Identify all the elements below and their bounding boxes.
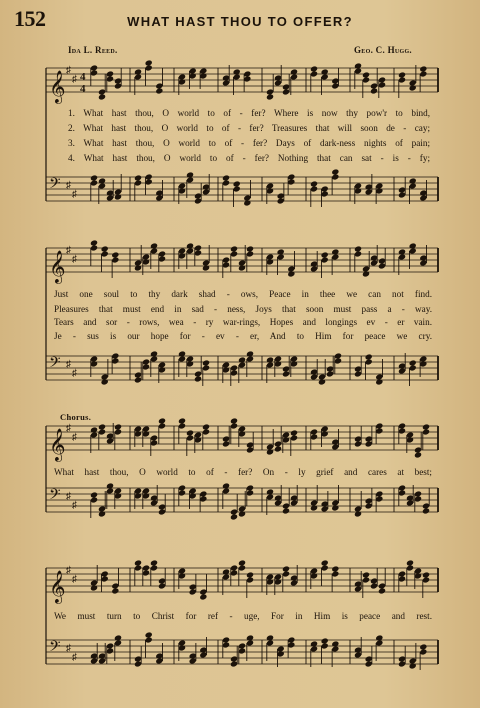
note-head [114, 193, 122, 200]
note-head [238, 264, 246, 271]
note-head [331, 168, 339, 175]
note-head [194, 375, 202, 382]
note-head [101, 245, 109, 252]
note-head [98, 510, 106, 517]
note-head [310, 640, 318, 647]
lyric-line: 2. What hast thou, O world to of - fer? Treasures that will soon de - cay; [68, 123, 430, 133]
treble-clef-icon: 𝄞 [49, 70, 66, 103]
note-head [321, 68, 329, 75]
treble-clef-icon: 𝄞 [49, 428, 66, 461]
note-head [266, 448, 274, 455]
note-head [362, 270, 370, 277]
note-head [378, 587, 386, 594]
note-head [409, 662, 417, 669]
sharp-icon: ♯ [66, 643, 71, 654]
note-head [266, 488, 274, 495]
note-head [321, 251, 329, 258]
time-signature: 4 [80, 83, 86, 95]
note-head [150, 559, 158, 566]
note-head [98, 93, 106, 100]
sharp-icon: ♯ [72, 74, 77, 85]
lyric-line: Je - sus is our hope for - ev - er, And to Him for peace we cry. [54, 331, 432, 341]
lyric-line: What hast thou, O world to of - fer? On - ly grief and cares at best; [54, 467, 432, 477]
note-head [354, 510, 362, 517]
sharp-icon: ♯ [66, 423, 71, 434]
note-head [246, 245, 254, 252]
lyricist-credit: Ida L. Reed. [68, 45, 118, 55]
treble-clef-icon: 𝄞 [49, 250, 66, 283]
sharp-icon: ♯ [72, 432, 77, 443]
note-head [274, 445, 282, 452]
note-head [422, 571, 430, 578]
note-head [230, 513, 238, 520]
bass-clef-icon: 𝄢 [49, 175, 61, 196]
page-number: 152 [14, 6, 46, 31]
sharp-icon: ♯ [72, 574, 77, 585]
note-head [202, 359, 210, 366]
bass-clef-icon: 𝄢 [49, 486, 61, 507]
note-head [310, 504, 318, 511]
note-head [266, 93, 274, 100]
sharp-icon: ♯ [72, 254, 77, 265]
note-head [331, 565, 339, 572]
note-head [111, 251, 119, 258]
composer-credit: Geo. C. Hugg. [354, 45, 412, 55]
note-head [134, 68, 142, 75]
note-head [238, 510, 246, 517]
note-head [111, 587, 119, 594]
note-head [230, 245, 238, 252]
note-head [243, 199, 251, 206]
lyric-line: 3. What hast thou, O world to of - fer? Days of dark-ness nights of pain; [68, 138, 430, 148]
note-head [354, 245, 362, 252]
note-head [290, 429, 298, 436]
note-head [331, 248, 339, 255]
note-head [90, 491, 98, 498]
note-head [186, 242, 194, 249]
note-head [233, 68, 241, 75]
note-head [266, 356, 274, 363]
note-head [186, 429, 194, 436]
sharp-icon: ♯ [66, 491, 71, 502]
note-head [398, 71, 406, 78]
note-head [246, 634, 254, 641]
treble-clef-icon: 𝄞 [49, 570, 66, 603]
note-head [145, 631, 153, 638]
sharp-icon: ♯ [66, 245, 71, 256]
note-head [310, 180, 318, 187]
note-head [414, 451, 422, 458]
sharp-icon: ♯ [66, 359, 71, 370]
note-head [90, 584, 98, 591]
note-head [114, 423, 122, 430]
note-head [409, 84, 417, 91]
note-head [114, 634, 122, 641]
lyric-line: Pleasures that must end in sad - ness, Joys that soon must pass a - way. [54, 304, 432, 314]
note-head [365, 353, 373, 360]
note-head [90, 239, 98, 246]
note-head [134, 559, 142, 566]
note-head [409, 177, 417, 184]
note-head [409, 359, 417, 366]
note-head [238, 356, 246, 363]
note-head [354, 62, 362, 69]
lyric-line: We must turn to Christ for ref - uge, For in Him is peace and rest. [54, 611, 432, 621]
note-head [375, 634, 383, 641]
note-head [419, 65, 427, 72]
note-head [370, 87, 378, 94]
note-head [134, 174, 142, 181]
note-head [186, 171, 194, 178]
note-head [318, 378, 326, 385]
note-head [419, 643, 427, 650]
sharp-icon: ♯ [72, 368, 77, 379]
note-head [134, 264, 142, 271]
note-head [422, 423, 430, 430]
note-head [155, 87, 163, 94]
time-signature: 4 [80, 71, 86, 83]
bass-clef-icon: 𝄢 [49, 354, 61, 375]
note-head [233, 180, 241, 187]
note-head [222, 482, 230, 489]
note-head [362, 71, 370, 78]
note-head [290, 68, 298, 75]
note-head [158, 417, 166, 424]
note-head [321, 637, 329, 644]
note-head [145, 59, 153, 66]
note-head [409, 242, 417, 249]
note-head [246, 350, 254, 357]
note-head [266, 634, 274, 641]
lyric-line: 4. What hast thou, O world to of - fer? Nothing that can sat - is - fy; [68, 153, 430, 163]
note-head [362, 571, 370, 578]
note-head [202, 423, 210, 430]
sharp-icon: ♯ [72, 652, 77, 663]
note-head [238, 559, 246, 566]
note-head [282, 565, 290, 572]
lyric-line: 1. What hast thou, O world to of - fer? Where is now thy pow'r to bind, [68, 108, 430, 118]
note-head [310, 65, 318, 72]
note-head [222, 568, 230, 575]
note-head [90, 426, 98, 433]
note-head [101, 378, 109, 385]
note-head [98, 423, 106, 430]
note-head [178, 350, 186, 357]
note-head [375, 378, 383, 385]
note-head [90, 174, 98, 181]
note-head [222, 174, 230, 181]
song-title: WHAT HAST THOU TO OFFER? [127, 14, 353, 29]
note-head [199, 593, 207, 600]
note-head [178, 417, 186, 424]
note-head [98, 177, 106, 184]
chorus-label: Chorus. [60, 412, 92, 422]
note-head [406, 559, 414, 566]
note-head [246, 571, 254, 578]
sharp-icon: ♯ [66, 65, 71, 76]
note-head [150, 242, 158, 249]
sharp-icon: ♯ [72, 189, 77, 200]
lyric-line: Tears and sor - rows, wea - ry war-rings, Hopes and longings ev - er vain. [54, 317, 432, 327]
note-head [202, 264, 210, 271]
lyric-line: Just one soul to thy dark shad - ows, Peace in thee we can not find. [54, 289, 432, 299]
note-head [150, 350, 158, 357]
note-head [106, 482, 114, 489]
note-head [282, 507, 290, 514]
note-head [277, 248, 285, 255]
bass-clef-icon: 𝄢 [49, 638, 61, 659]
sharp-icon: ♯ [72, 500, 77, 511]
note-head [230, 417, 238, 424]
note-head [321, 559, 329, 566]
note-head [287, 270, 295, 277]
sharp-icon: ♯ [66, 565, 71, 576]
note-head [422, 507, 430, 514]
sharp-icon: ♯ [66, 180, 71, 191]
note-head [331, 640, 339, 647]
note-head [331, 504, 339, 511]
note-head [398, 248, 406, 255]
